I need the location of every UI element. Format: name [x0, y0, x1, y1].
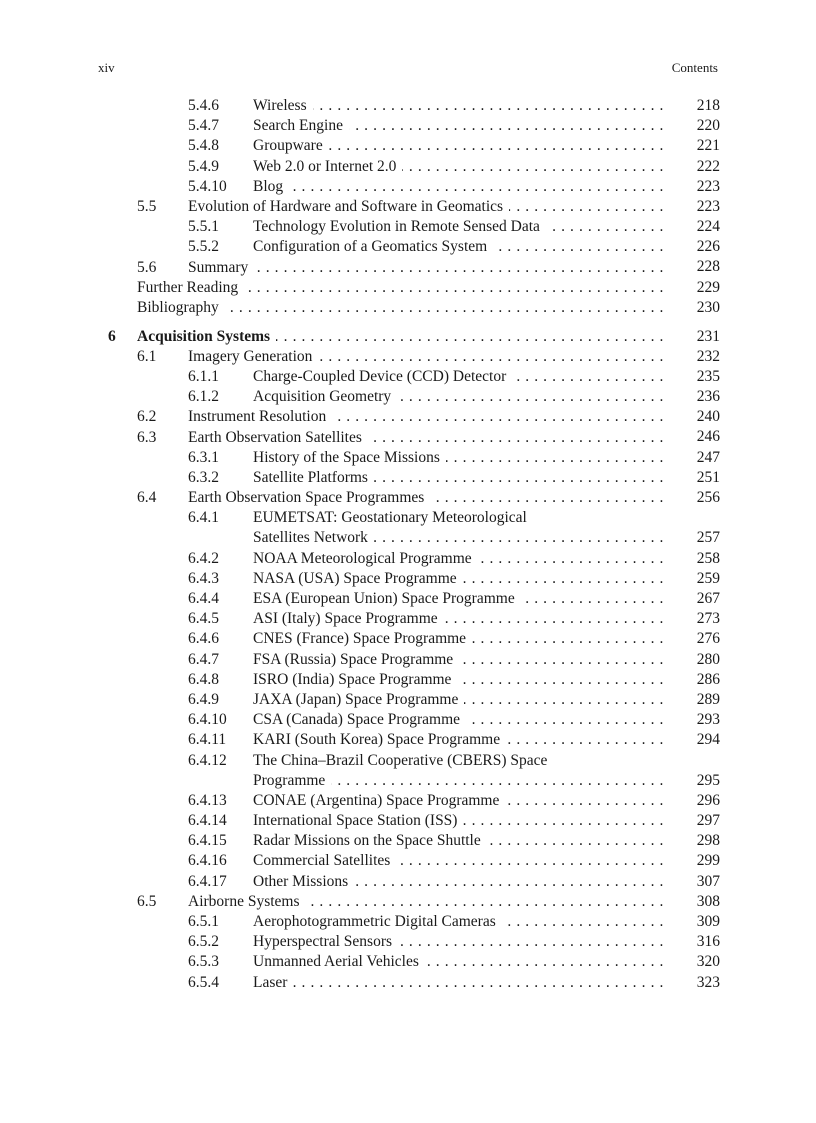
toc-entry-page: 218 [696, 96, 720, 114]
toc-entry-6-2[interactable] [108, 407, 720, 427]
toc-entry-number: 6.3 [137, 428, 157, 446]
toc-entry-6-3[interactable] [108, 428, 720, 448]
toc-entry-page: 294 [696, 731, 720, 749]
toc-entry-page: 251 [696, 468, 720, 486]
toc-entry-5-4-6[interactable] [108, 96, 720, 116]
toc-entry-title: Radar Missions on the Space Shuttle [253, 832, 487, 849]
toc-entry-title: ASI (Italy) Space Programme [253, 610, 444, 627]
toc-entry-title: Other Missions [253, 873, 354, 890]
toc-entry-6-4-17[interactable] [108, 872, 720, 892]
toc-entry-6-1[interactable] [108, 347, 720, 367]
toc-entry-title: JAXA (Japan) Space Programme [253, 691, 464, 708]
toc-entry-title: International Space Station (ISS) [253, 812, 463, 829]
toc-entry-title-line-1: EUMETSAT: Geostationary Meteorological [253, 509, 527, 527]
toc-entry-6-4-9[interactable] [108, 690, 720, 710]
table-of-contents [108, 96, 720, 993]
toc-entry-title: Commercial Satellites [253, 852, 396, 869]
toc-entry-title: History of the Space Missions [253, 449, 446, 466]
toc-entry-page: 299 [696, 852, 720, 870]
toc-entry-number: 5.6 [137, 258, 157, 276]
toc-entry-page: 267 [696, 590, 720, 607]
toc-entry-page: 280 [696, 650, 720, 668]
toc-entry-number: 6.1.2 [188, 388, 219, 406]
toc-entry-title-line-2: Satellites Network [253, 529, 374, 546]
toc-entry-title-line-1: The China–Brazil Cooperative (CBERS) Space [253, 751, 548, 769]
toc-entry-title: Satellite Platforms [253, 469, 374, 486]
toc-entry-title: CSA (Canada) Space Programme [253, 711, 466, 728]
toc-entry-number: 6.5.1 [188, 913, 219, 931]
toc-entry-6-5-2[interactable] [108, 932, 720, 952]
toc-entry-title: CONAE (Argentina) Space Programme [253, 792, 505, 809]
toc-entry-title: Technology Evolution in Remote Sensed Data [253, 218, 546, 235]
toc-entry-title: ISRO (India) Space Programme [253, 671, 457, 688]
toc-entry-number: 6.5.2 [188, 933, 219, 951]
toc-chapter-title: Acquisition Systems [137, 328, 276, 345]
toc-entry-page: 223 [696, 197, 720, 215]
toc-entry-page: 298 [696, 832, 720, 850]
toc-entry-number: 5.5.1 [188, 218, 219, 236]
toc-entry-title: Airborne Systems [188, 893, 306, 910]
toc-entry-page: 286 [696, 670, 720, 688]
toc-entry-number: 6.1 [137, 347, 157, 365]
toc-entry-number: 6.4.11 [188, 731, 227, 749]
toc-entry-6-1-2[interactable] [108, 387, 720, 407]
toc-entry-number: 6.3.1 [188, 448, 219, 466]
toc-entry-page: 256 [696, 489, 720, 507]
toc-entry-page: 259 [696, 569, 720, 587]
toc-entry-page: 226 [696, 238, 720, 256]
toc-entry-6-4-1[interactable] [108, 508, 720, 548]
toc-entry-6-4-4[interactable] [108, 589, 720, 609]
toc-entry-title: Acquisition Geometry [253, 388, 397, 405]
toc-entry-6-4-15[interactable] [108, 831, 720, 851]
toc-entry-number: 6.3.2 [188, 468, 219, 486]
toc-entry-title-line-2: Programme [253, 772, 331, 789]
toc-entry-5-6[interactable] [108, 258, 720, 278]
toc-entry-6-5-4[interactable] [108, 973, 720, 993]
toc-entry-6-4-11[interactable] [108, 730, 720, 750]
toc-entry-title: Aerophotogrammetric Digital Cameras [253, 913, 502, 930]
toc-entry-title: FSA (Russia) Space Programme [253, 651, 459, 668]
toc-entry-page: 309 [696, 913, 720, 931]
toc-entry-number: 6.4.14 [188, 812, 227, 830]
toc-entry-6-4-12[interactable] [108, 751, 720, 791]
toc-entry-number: 6.4.5 [188, 610, 219, 628]
toc-entry-page: 232 [696, 347, 720, 365]
toc-entry-page: 222 [696, 157, 720, 175]
toc-entry-number: 6.4.2 [188, 549, 219, 567]
toc-entry-page: 246 [696, 428, 720, 446]
toc-entry-6-4-10[interactable] [108, 710, 720, 730]
toc-entry-number: 6.4.10 [188, 711, 227, 729]
toc-entry-title: Groupware [253, 137, 329, 154]
toc-entry-title: Instrument Resolution [188, 408, 332, 425]
toc-entry-page: 320 [696, 953, 720, 971]
toc-entry-title: Summary [188, 259, 254, 276]
toc-entry-5-5[interactable] [108, 197, 720, 217]
toc-entry-page: 276 [696, 630, 720, 648]
toc-entry-number: 5.4.8 [188, 137, 219, 155]
toc-entry-title: Unmanned Aerial Vehicles [253, 953, 425, 970]
toc-entry-number: 5.4.9 [188, 157, 219, 175]
toc-entry-title: Hyperspectral Sensors [253, 933, 398, 950]
toc-entry-page: 297 [696, 812, 720, 830]
toc-entry-page: 221 [696, 137, 720, 155]
toc-entry-number: 6.4.7 [188, 650, 219, 668]
toc-entry-number: 6.1.1 [188, 367, 219, 385]
running-header [98, 60, 718, 78]
toc-entry-number: 6.4.8 [188, 670, 219, 688]
toc-entry-number: 6.4.12 [188, 751, 227, 769]
toc-entry-page: 236 [696, 388, 720, 406]
toc-entry-6-5[interactable] [108, 892, 720, 912]
toc-entry-page: 223 [696, 177, 720, 195]
toc-entry-page: 235 [696, 367, 720, 385]
toc-entry-title: Laser [253, 974, 293, 991]
toc-entry-6-4-7[interactable] [108, 650, 720, 670]
toc-entry-number: 6.4.17 [188, 872, 227, 890]
toc-entry-page: 289 [696, 690, 720, 708]
toc-entry-title: CNES (France) Space Programme [253, 630, 472, 647]
toc-entry-title: Blog [253, 178, 289, 195]
toc-entry-5-5-1[interactable] [108, 217, 720, 237]
toc-entry-number: 6.4.9 [188, 690, 219, 708]
toc-entry-page: 295 [696, 771, 720, 789]
toc-entry-number: 6.4.3 [188, 569, 219, 587]
toc-entry-number: 6.4 [137, 489, 157, 507]
toc-chapter-6[interactable] [108, 327, 720, 347]
toc-entry-page: 247 [696, 448, 720, 466]
toc-entry-number: 6.5.3 [188, 953, 219, 971]
toc-entry-number: 6.5.4 [188, 973, 219, 991]
toc-entry-6-4-5[interactable] [108, 609, 720, 629]
toc-entry-number: 6.4.1 [188, 509, 219, 527]
toc-entry-number: 6.4.13 [188, 791, 227, 809]
toc-entry-5-4-7[interactable] [108, 116, 720, 136]
toc-entry-page: 316 [696, 933, 720, 951]
toc-entry-number: 6.4.6 [188, 630, 219, 648]
toc-entry-page: 308 [696, 892, 720, 910]
toc-entry-number: 5.5.2 [188, 238, 219, 256]
toc-entry-number: 5.5 [137, 197, 157, 215]
toc-entry-6-4-8[interactable] [108, 670, 720, 690]
toc-entry-6-1-1[interactable] [108, 367, 720, 387]
toc-entry-6-4-2[interactable] [108, 549, 720, 569]
toc-entry-title: KARI (South Korea) Space Programme [253, 731, 506, 748]
toc-entry-number: 6.4.15 [188, 832, 227, 850]
toc-entry-6-4-6[interactable] [108, 629, 720, 649]
toc-entry-number: 6.4.4 [188, 590, 219, 608]
toc-entry-title: NASA (USA) Space Programme [253, 570, 463, 587]
toc-entry-6-5-1[interactable] [108, 912, 720, 932]
toc-entry-6-4-13[interactable] [108, 791, 720, 811]
toc-entry-number: 6.2 [137, 408, 157, 426]
toc-entry-page: 220 [696, 117, 720, 135]
toc-entry-title: Web 2.0 or Internet 2.0 [253, 158, 402, 175]
toc-entry-6-3-1[interactable] [108, 448, 720, 468]
toc-entry-title: Wireless [253, 97, 313, 114]
toc-entry-number: 5.4.6 [188, 97, 219, 114]
toc-entry-page: 224 [696, 218, 720, 236]
toc-entry-page: 296 [696, 791, 720, 809]
toc-entry-title: Earth Observation Space Programmes [188, 489, 430, 506]
toc-entry-bibliography[interactable] [108, 298, 720, 318]
toc-entry-title: Imagery Generation [188, 348, 318, 365]
toc-entry-6-3-2[interactable] [108, 468, 720, 488]
toc-entry-page: 323 [696, 973, 720, 991]
toc-entry-title: Search Engine [253, 117, 349, 134]
toc-entry-title: Configuration of a Geomatics System [253, 238, 493, 255]
toc-entry-page: 228 [696, 258, 720, 276]
toc-entry-title: ESA (European Union) Space Programme [253, 590, 521, 607]
toc-entry-5-4-8[interactable] [108, 136, 720, 156]
toc-entry-number: 6.5 [137, 892, 157, 910]
toc-entry-page: 257 [696, 529, 720, 547]
toc-entry-title: Earth Observation Satellites [188, 429, 368, 446]
toc-entry-title: NOAA Meteorological Programme [253, 550, 478, 567]
toc-entry-title: Evolution of Hardware and Software in Geomatics [188, 198, 509, 215]
toc-entry-5-4-10[interactable] [108, 177, 720, 197]
toc-entry-page: 230 [696, 298, 720, 316]
toc-entry-page: 293 [696, 711, 720, 729]
toc-entry-5-5-2[interactable] [108, 237, 720, 257]
toc-entry-page: 240 [696, 408, 720, 426]
toc-entry-title: Further Reading [137, 279, 244, 296]
toc-entry-number: 5.4.10 [188, 177, 227, 195]
toc-entry-page: 307 [696, 872, 720, 890]
toc-entry-page: 229 [696, 278, 720, 296]
toc-entry-5-4-9[interactable] [108, 157, 720, 177]
toc-entry-page: 258 [696, 549, 720, 567]
toc-entry-title: Charge-Coupled Device (CCD) Detector [253, 368, 512, 385]
toc-entry-6-5-3[interactable] [108, 952, 720, 972]
toc-entry-page: 231 [696, 327, 720, 345]
toc-entry-page: 273 [696, 610, 720, 628]
toc-entry-6-4-3[interactable] [108, 569, 720, 589]
toc-entry-number: 5.4.7 [188, 117, 219, 135]
toc-entry-6-4-14[interactable] [108, 811, 720, 831]
toc-entry-6-4-16[interactable] [108, 851, 720, 871]
toc-entry-further-reading[interactable] [108, 278, 720, 298]
toc-chapter-number: 6 [108, 327, 116, 345]
page-number-label: xiv [98, 60, 115, 75]
running-title: Contents [671, 60, 718, 75]
toc-entry-number: 6.4.16 [188, 852, 227, 870]
toc-entry-title: Bibliography [137, 299, 225, 316]
toc-entry-6-4[interactable] [108, 488, 720, 508]
